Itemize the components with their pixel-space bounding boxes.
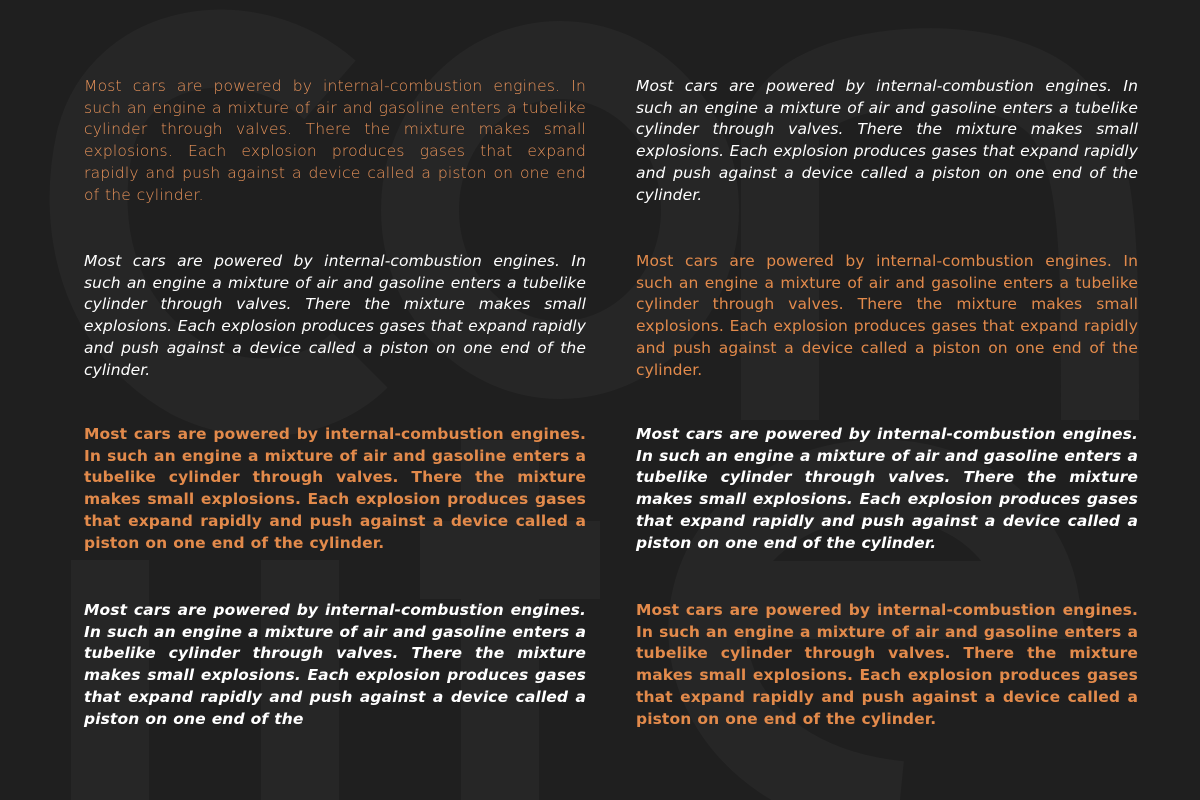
specimen-medium-italic: Most cars are powered by internal-combustion engines. In such an engine a mixture of air and gasoline enters a tubelike cylinder through valves. There the mixture makes small explosions. Each explosion produces gases that expand rapidly and push against a device called a piston on one end of the cylinder. bbox=[636, 425, 1138, 552]
specimen-bold-italic: Most cars are powered by internal-combustion engines. In such an engine a mixture of air and gasoline enters a tubelike cylinder through valves. There the mixture makes small explosions. Each explosion produces gases that expand rapidly and push against a device called a piston on one end of the bbox=[84, 601, 586, 728]
specimen-light: Most cars are powered by internal-combustion engines. In such an engine a mixture of air and gasoline enters a tubelike cylinder through valves. There the mixture makes small explosions. Each explosion produces gases that expand rapidly and push against a device called a piston on one end of the cylinder. bbox=[84, 77, 586, 204]
specimen-regular-italic: Most cars are powered by internal-combustion engines. In such an engine a mixture of air and gasoline enters a tubelike cylinder through valves. There the mixture makes small explosions. Each explosion produces gases that expand rapidly and push against a device called a piston on one end of the cylinder. bbox=[84, 252, 586, 379]
specimen-light-italic: Most cars are powered by internal-combustion engines. In such an engine a mixture of air and gasoline enters a tubelike cylinder through valves. There the mixture makes small explosions. Each explosion produces gases that expand rapidly and push against a device called a piston on one end of the cylinder. bbox=[636, 77, 1138, 204]
specimen-medium: Most cars are powered by internal-combustion engines. In such an engine a mixture of air and gasoline enters a tubelike cylinder through valves. There the mixture makes small explosions. Each explosion produces gases that expand rapidly and push against a device called a piston on one end of the cylinder. bbox=[84, 425, 586, 552]
specimen-bold: Most cars are powered by internal-combustion engines. In such an engine a mixture of air and gasoline enters a tubelike cylinder through valves. There the mixture makes small explosions. Each explosion produces gases that expand rapidly and push against a device called a piston on one end of the cylinder. bbox=[636, 601, 1138, 728]
specimen-regular: Most cars are powered by internal-combustion engines. In such an engine a mixture of air and gasoline enters a tubelike cylinder through valves. There the mixture makes small explosions. Each explosion produces gases that expand rapidly and push against a device called a piston on one end of the cylinder. bbox=[636, 252, 1138, 379]
